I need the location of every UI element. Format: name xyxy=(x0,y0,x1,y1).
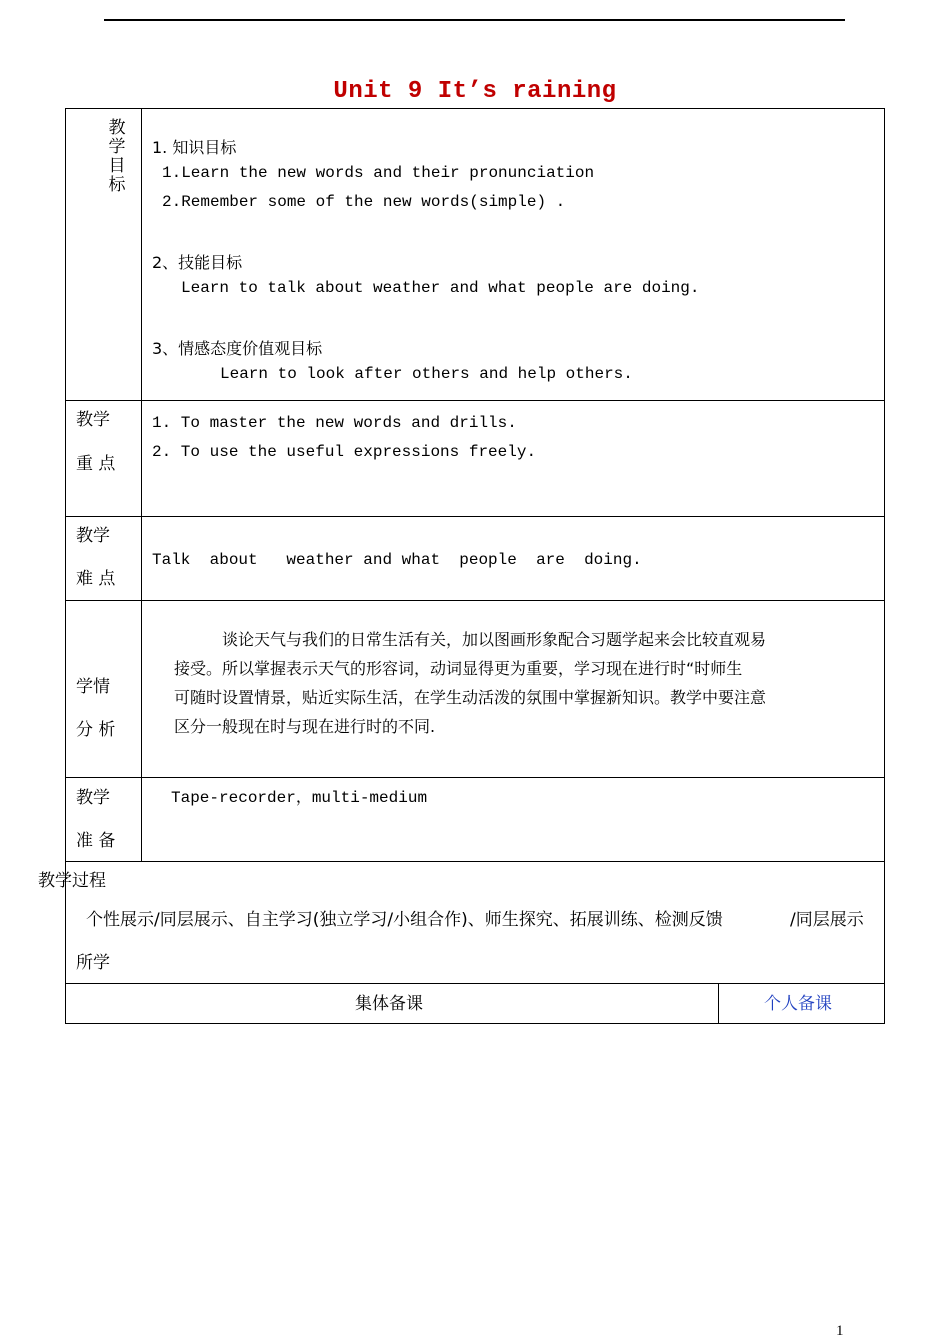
row-divider xyxy=(65,983,885,984)
collective-prep-header: 集体备课 xyxy=(355,994,423,1014)
label-column-divider xyxy=(141,108,142,862)
preparation-label-2: 准 备 xyxy=(76,831,116,851)
emotion-text: Learn to look after others and help others. xyxy=(220,365,633,383)
preparation-text: Tape-recorder，multi-medium xyxy=(171,789,428,807)
row-divider xyxy=(65,777,885,778)
personal-prep-header: 个人备课 xyxy=(764,994,832,1014)
skill-heading: 2、技能目标 xyxy=(152,253,243,272)
key-point-item: 1. To master the new words and drills. xyxy=(152,414,517,432)
prep-column-divider xyxy=(718,983,719,1024)
process-steps-continued: 所学 xyxy=(76,953,110,973)
analysis-line: 接受。所以掌握表示天气的形容词，动词显得更为重要，学习现在进行时“时师生 xyxy=(174,659,743,678)
difficulties-label: 教学 xyxy=(76,526,110,546)
row-divider xyxy=(65,516,885,517)
objectives-label-char: 标 xyxy=(108,175,126,195)
analysis-line: 区分一般现在时与现在进行时的不同. xyxy=(174,717,436,736)
header-rule xyxy=(104,19,845,21)
skill-text: Learn to talk about weather and what people are doing. xyxy=(181,279,700,297)
objectives-label-char: 学 xyxy=(108,137,126,157)
page-title: Unit 9 It’s raining xyxy=(333,78,617,105)
objectives-label-char: 目 xyxy=(108,156,126,176)
emotion-heading: 3、情感态度价值观目标 xyxy=(152,339,323,358)
preparation-label: 教学 xyxy=(76,788,110,808)
knowledge-heading: 1. 知识目标 xyxy=(152,138,237,157)
row-divider xyxy=(65,400,885,401)
knowledge-item: 1.Learn the new words and their pronunciation xyxy=(162,164,595,182)
analysis-label-2: 分 析 xyxy=(76,720,116,740)
knowledge-item: 2.Remember some of the new words(simple) . xyxy=(162,193,566,211)
objectives-label-char: 教 xyxy=(108,118,126,138)
process-steps: 个性展示/同层展示、自主学习(独立学习/小组合作)、师生探究、拓展训练、检测反馈 xyxy=(86,910,723,930)
process-label: 教学过程 xyxy=(38,871,106,891)
key-point-item: 2. To use the useful expressions freely. xyxy=(152,443,537,461)
analysis-label: 学情 xyxy=(76,677,110,697)
process-steps-right: /同层展示 xyxy=(790,910,864,930)
difficulties-text: Talk about weather and what people are doing. xyxy=(152,551,642,569)
key-points-label: 教学 xyxy=(76,410,110,430)
row-divider xyxy=(65,861,885,862)
row-divider xyxy=(65,600,885,601)
key-points-label-2: 重 点 xyxy=(76,454,116,474)
page-number: 1 xyxy=(836,1323,844,1339)
difficulties-label-2: 难 点 xyxy=(76,569,116,589)
analysis-line: 谈论天气与我们的日常生活有关，加以图画形象配合习题学起来会比较直观易 xyxy=(222,630,767,649)
analysis-line: 可随时设置情景，贴近实际生活，在学生动活泼的氛围中掌握新知识。教学中要注意 xyxy=(174,688,767,707)
